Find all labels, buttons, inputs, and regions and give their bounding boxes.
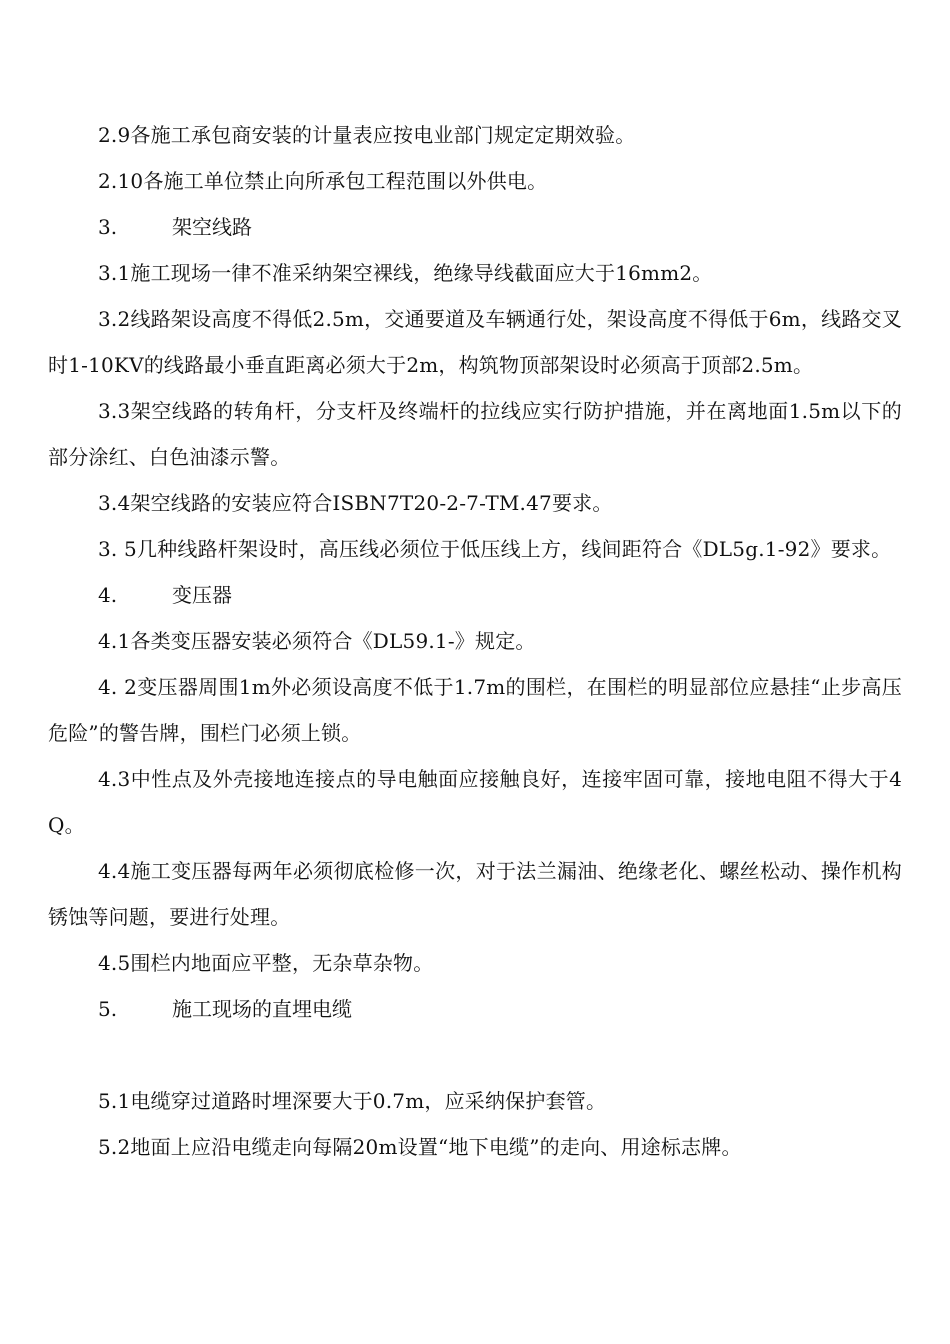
- paragraph-3-4: 3.4架空线路的安装应符合ISBN7T20-2-7-TM.47要求。: [98, 491, 613, 515]
- paragraph-5-2: 5.2地面上应沿电缆走向每隔20m设置“地下电缆”的走向、用途标志牌。: [98, 1135, 742, 1159]
- section-number: 5.: [98, 997, 118, 1021]
- paragraph-3-5: 3. 5几种线路杆架设时，高压线必须位于低压线上方，线间距符合《DL5g.1-92》要求。: [98, 537, 892, 561]
- section-number: 4.: [98, 583, 118, 607]
- section-title: 架空线路: [172, 215, 252, 239]
- section-number: 3.: [98, 215, 118, 239]
- paragraph-4-5: 4.5围栏内地面应平整，无杂草杂物。: [98, 951, 434, 975]
- paragraph-2-9: 2.9各施工承包商安装的计量表应按电业部门规定定期效验。: [98, 123, 636, 147]
- section-heading-3: [48, 204, 902, 250]
- paragraph-4-1: 4.1各类变压器安装必须符合《DL59.1-》规定。: [98, 629, 536, 653]
- section-heading-5: [48, 986, 902, 1032]
- section-heading-4: [48, 572, 902, 618]
- paragraph-3-3: 3.3架空线路的转角杆，分支杆及终端杆的拉线应实行防护措施，并在离地面1.5m以下的部分涂红、白色油漆示警。: [48, 399, 902, 469]
- paragraph-4-2: 4. 2变压器周围1m外必须设高度不低于1.7m的围栏，在围栏的明显部位应悬挂“止步高压危险”的警告牌，围栏门必须上锁。: [48, 675, 902, 745]
- blank-line: [48, 1032, 902, 1078]
- section-title: 变压器: [172, 583, 232, 607]
- section-title: 施工现场的直埋电缆: [172, 997, 352, 1021]
- paragraph-5-1: 5.1电缆穿过道路时埋深要大于0.7m，应采纳保护套管。: [98, 1089, 607, 1113]
- paragraph-4-4: 4.4施工变压器每两年必须彻底检修一次，对于法兰漏油、绝缘老化、螺丝松动、操作机构锈蚀等问题，要进行处理。: [48, 859, 902, 929]
- paragraph-4-3: 4.3中性点及外壳接地连接点的导电触面应接触良好，连接牢固可靠，接地电阻不得大于4Q。: [48, 767, 902, 837]
- paragraph-2-10: 2.10各施工单位禁止向所承包工程范围以外供电。: [98, 169, 548, 193]
- paragraph-3-1: 3.1施工现场一律不准采纳架空裸线，绝缘导线截面应大于16mm2。: [98, 261, 713, 285]
- paragraph-3-2: 3.2线路架设高度不得低2.5m，交通要道及车辆通行处，架设高度不得低于6m，线路交叉时1-10KV的线路最小垂直距离必须大于2m，构筑物顶部架设时必须高于顶部2.5m。: [48, 307, 902, 377]
